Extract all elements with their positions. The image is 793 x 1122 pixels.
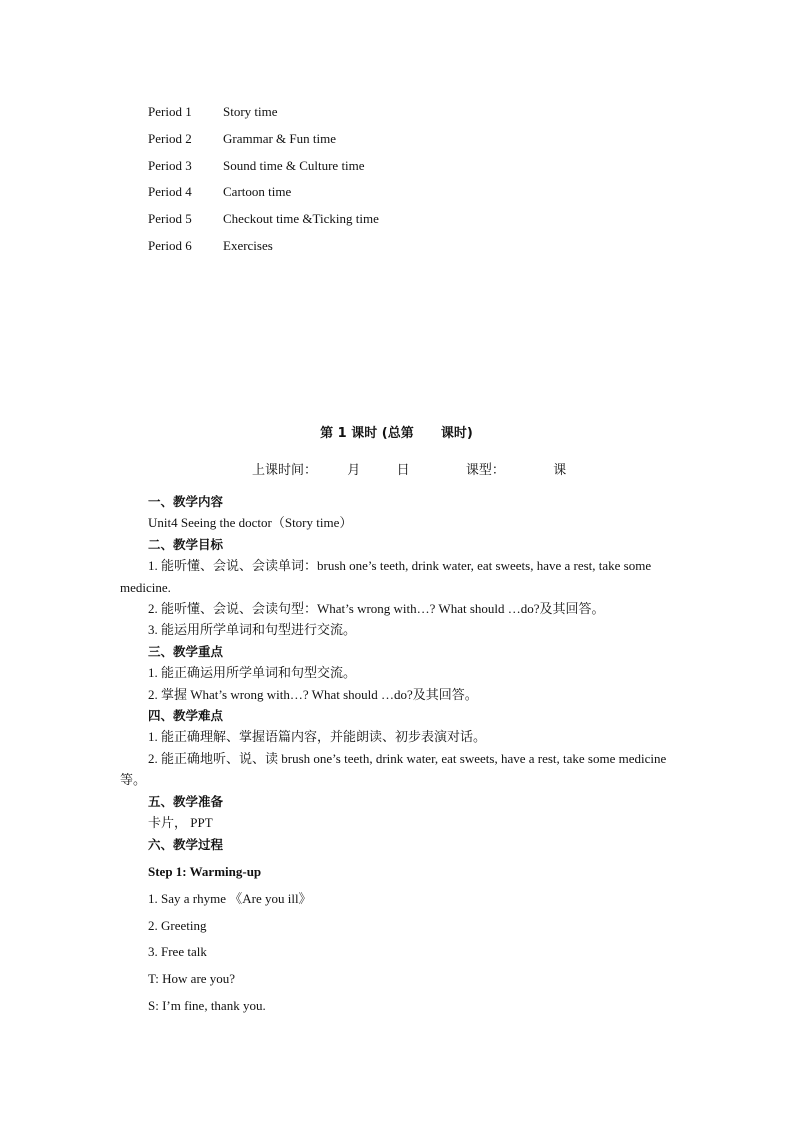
section-heading: 六、教学过程 (148, 836, 224, 852)
period-number: Period 2 (148, 130, 192, 146)
period-title: Exercises (223, 237, 273, 253)
period-list (148, 103, 548, 264)
section-heading: 三、教学重点 (148, 643, 224, 659)
period-row (148, 183, 548, 210)
section-heading: 五、教学准备 (148, 793, 224, 809)
class-time-label: 上课时间： (252, 463, 318, 478)
lesson-plan-body (120, 491, 680, 855)
section-heading: 四、教学难点 (148, 708, 224, 724)
period-title: Story time (223, 104, 278, 119)
dialogue-line: T: How are you? (148, 971, 236, 987)
period-number: Period 5 (148, 211, 192, 227)
step-item: 3. Free talk (148, 944, 207, 960)
step-title: Step 1: Warming-up (148, 864, 262, 879)
period-row (148, 130, 548, 157)
lesson-suffix: 课 (553, 463, 567, 478)
period-row (148, 157, 548, 184)
period-title: Checkout time &Ticking time (223, 211, 379, 227)
period-number: Period 4 (148, 184, 192, 200)
content-text: Unit4 Seeing the doctor（Story time） (148, 515, 353, 531)
section-heading: 二、教学目标 (148, 536, 224, 552)
period-number: Period 3 (148, 157, 192, 173)
step-item: 1. Say a rhyme 《Are you ill》 (148, 890, 312, 906)
period-row (148, 103, 548, 130)
key-point-item: 1. 能正确运用所学单词和句型交流。 (148, 665, 357, 681)
lesson-type-label: 课型： (465, 463, 505, 478)
lesson-title: 第 1 课时 (总第 课时) (320, 426, 473, 441)
period-row (148, 237, 548, 264)
step-item: 2. Greeting (148, 917, 207, 933)
objective-item: 3. 能运用所学单词和句型进行交流。 (148, 622, 357, 638)
period-number: Period 1 (148, 104, 192, 119)
dialogue-line: S: I’m fine, thank you. (148, 997, 266, 1013)
section-heading: 一、教学内容 (148, 494, 224, 509)
period-number: Period 6 (148, 237, 192, 253)
objective-item: 2. 能听懂、会说、会读句型：What’s wrong with…? What should …do?及其回答。 (148, 601, 605, 617)
preparation-text: 卡片， PPT (148, 815, 213, 831)
period-title: Cartoon time (223, 184, 292, 200)
key-point-item: 2. 掌握 What’s wrong with…? What should …do?及其回答。 (148, 686, 478, 702)
period-title: Sound time & Culture time (223, 157, 365, 173)
period-row (148, 210, 548, 237)
period-title: Grammar & Fun time (223, 130, 337, 146)
objective-item: 1. 能听懂、会说、会读单词：brush one’s teeth, drink water, eat sweets, have a rest, take some medicine. (120, 558, 652, 595)
difficult-point-item: 1. 能正确理解、掌握语篇内容，并能朗读、初步表演对话。 (148, 729, 487, 745)
month-label: 月 (347, 463, 361, 478)
day-label: 日 (396, 463, 410, 478)
difficult-point-item: 2. 能正确地听、说、读 brush one’s teeth, drink water, eat sweets, have a rest, take some medicine 等。 (120, 750, 667, 788)
lesson-meta (252, 459, 566, 478)
teaching-steps (148, 862, 648, 1023)
